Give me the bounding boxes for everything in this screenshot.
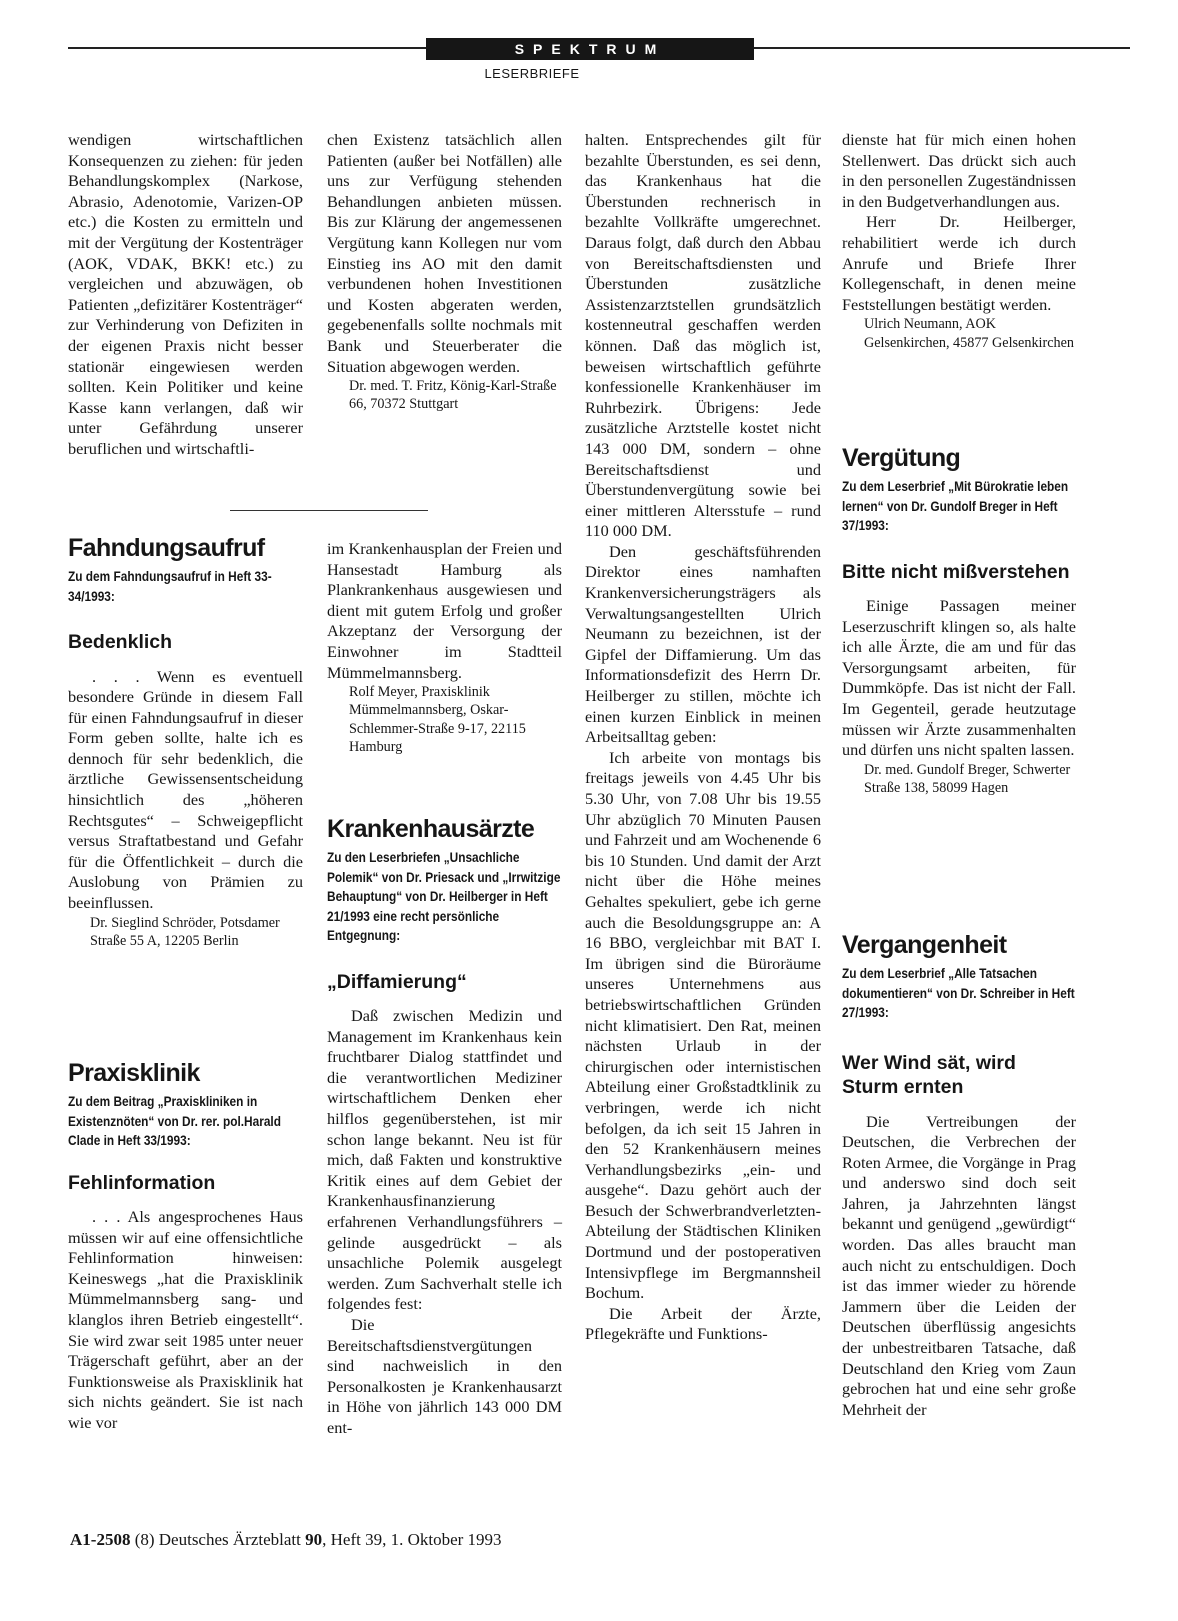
footer-issue: , Heft 39, 1. Oktober 1993 <box>322 1530 502 1549</box>
fehlinformation-subhead: Fehlinformation <box>68 1171 216 1194</box>
col3-paragraph-1: halten. Entsprechendes gilt für bezahlte Überstunden, es sei denn, das Krankenhaus hat die Überstunden rechnerisch in bezahlte Vollkräfte umgerechnet. Daraus folgt, daß durch den Abbau von Bereitschaftsdiensten und Überstunden zusätzliche Assistenzarztstellen grundsätzlich kostenneutral geschaffen werden können. Daß das möglich ist, beweisen wirtschaftlich geführte konfessionelle Krankenhäuser im Ruhrbezirk. Übrigens: Jede zusätzliche Arztstelle kostet nicht 143 000 DM, sondern – ohne Bereitschaftsdienst und Überstundenvergütung sowie bei einer mittleren Altersstufe – rund 110 000 DM. <box>585 130 821 541</box>
article-krankenhausaerzte <box>327 814 562 1438</box>
col3-paragraph-2: Den geschäftsführenden Direktor eines namhaften Krankenversicherungsträgers als Verwaltungsangestellten Ulrich Neumann zu bezeichnen, ist der Gipfel der Diffamierung. Um das Informationsdefizit des Herrn Dr. Heilberger zu stillen, möchte ich einen kurzen Einblick in meinen Arbeitsalltag geben: <box>585 541 821 747</box>
diffamierung-subhead: „Diffamierung“ <box>327 970 467 993</box>
diffamierung-body-2: Die Bereitschaftsdienstvergütungen sind nachweislich in den Personalkosten je Krankenhausarzt in Höhe von jährlich 143 000 DM ent- <box>327 1314 562 1437</box>
missverstehen-body: Einige Passagen meiner Leserzuschrift klingen so, als halte ich alle Ärzte, die am und für das Versorgungsamt arbeiten, für Dummköpfe. Das ist nicht der Fall. Im Gegenteil, gerade heutzutage müssen wir Ärzte zusammenhalten und dürfen uns nicht spalten lassen. <box>842 596 1076 760</box>
col4-continuation <box>842 130 1076 352</box>
bedenklich-subhead: Bedenklich <box>68 631 173 653</box>
praxisklinik-continuation <box>327 539 562 756</box>
vergangenheit-intro: Zu dem Leserbrief „Alle Tatsachen dokumentieren“ von Dr. Schreiber in Heft 27/1993: <box>842 966 1075 1020</box>
col1-continuation <box>68 130 303 460</box>
verguetung-intro: Zu dem Leserbrief „Mit Bürokratie leben lernen“ von Dr. Gundolf Breger in Heft 37/1993: <box>842 479 1069 533</box>
section-banner: SPEKTRUM <box>426 38 754 60</box>
krankenhausaerzte-headline: Krankenhausärzte <box>327 815 535 843</box>
diffamierung-body-1: Daß zwischen Medizin und Management im Krankenhaus kein fruchtbarer Dialog stattfindet und die verantwortlichen Mediziner wirtschaftlichem Denken eher hilflos gegenüberstehen, ist mir schon lange bekannt. Neu ist für mich, daß Fakten und konstruktive Kritik eines auf dem Gebiet der Krankenhausfinanzierung erfahrenen Verhandlungsführers – gelinde ausgedrückt – als unsachliche Polemik ausgelegt werden. Zum Sachverhalt stelle ich folgendes fest: <box>327 1006 562 1314</box>
col1-continuation-text: wendigen wirtschaftlichen Konsequenzen zu ziehen: für jeden Behandlungskomplex (Narkose, Abrasio, Adenotomie, Varizen-OP etc.) die Kosten zu ermitteln und mit der Vergütung der Kostenträger (AOK, VDAK, BKK! etc.) zu vergleichen und abzuwägen, ob Patienten „defizitärer Kostenträger“ zur Verhinderung von Defiziten in der eigenen Praxis nicht besser stationär eingewiesen werden sollten. Kein Politiker und keine Kasse kann verlangen, daß wir unter Gefährdung unserer beruflichen und wirtschaftli- <box>68 130 303 458</box>
praxisklinik-intro: Zu dem Beitrag „Praxiskliniken in Existenznöten“ von Dr. rer. pol.Harald Clade in Heft 33/1993: <box>68 1094 281 1148</box>
article-vergangenheit <box>842 930 1076 1420</box>
missverstehen-subhead: Bitte nicht mißverstehen <box>842 560 1070 583</box>
page-number: A1-2508 <box>70 1530 131 1549</box>
header-rule-left <box>68 47 426 49</box>
praxisklinik-headline: Praxisklinik <box>68 1059 200 1087</box>
footer-volume: 90 <box>305 1530 323 1549</box>
wind-saet-subhead: Wer Wind sät, wird Sturm ernten <box>842 1051 1016 1098</box>
article-verguetung <box>842 443 1076 797</box>
header-rule-right <box>754 47 1130 49</box>
article-fahndungsaufruf <box>68 533 303 950</box>
page-footer <box>70 1530 502 1550</box>
fahndungsaufruf-intro: Zu dem Fahndungsaufruf in Heft 33-34/1993: <box>68 569 272 604</box>
wind-saet-body: Die Vertreibungen der Deutschen, die Verbrechen der Roten Armee, die Vorgänge in Prag und anderswo sind doch seit Jahren, ja Jahrzehnten längst bekannt und genügend „gewürdigt“ worden. Das alles braucht man auch nicht zu entschuldigen. Doch ist das immer wieder zu hörende Jammern über die Leiden der Deutschen überflüssig angesichts der unbestreitbaren Tatsache, daß Deutschland den Krieg vom Zaun gebrochen hat und eine sehr große Mehrheit der <box>842 1111 1076 1419</box>
footer-publication: (8) Deutsches Ärzteblatt <box>134 1530 306 1549</box>
fahndungsaufruf-headline: Fahndungsaufruf <box>68 534 265 562</box>
col2-continuation-text: chen Existenz tatsächlich allen Patienten (außer bei Notfällen) alle uns zur Verfügung stehenden Behandlungen anbieten müssen. Bis zur Klärung der angemessenen Vergütung kann Kollegen nur vom Einstieg ins AO mit den damit verbundenen hohen Investitionen und Kosten abgeraten werden, gegebenenfalls sollte nochmals mit Bank und Steuerberater die Situation abgewogen werden. <box>327 130 562 376</box>
vergangenheit-headline: Vergangenheit <box>842 931 1007 959</box>
verguetung-headline: Vergütung <box>842 444 961 472</box>
article-praxisklinik <box>68 1058 303 1434</box>
col3-continuation <box>585 130 821 1345</box>
col3-paragraph-4: Die Arbeit der Ärzte, Pflegekräfte und Funktions- <box>585 1303 821 1344</box>
praxisklinik-continuation-text: im Krankenhausplan der Freien und Hansestadt Hamburg als Plankrankenhaus ausgewiesen und dient mit gutem Erfolg und großer Akzeptanz der Versorgung der Einwohner im Stadtteil Mümmelmannsberg. <box>327 539 562 682</box>
breger-signature: Dr. med. Gundolf Breger, Schwerter Straße 138, 58099 Hagen <box>864 761 1071 796</box>
fritz-signature: Dr. med. T. Fritz, König-Karl-Straße 66, 70372 Stuttgart <box>349 378 557 413</box>
article-divider <box>230 510 428 511</box>
col3-paragraph-3: Ich arbeite von montags bis freitags jeweils von 4.45 Uhr bis 5.30 Uhr, von 7.08 Uhr bis 19.55 Uhr abzüglich 70 Minuten Pausen und Fahrzeit und am Wochenende 6 bis 10 Stunden. Und damit der Arzt nicht über die Höhe meines Gehaltes spekuliert, gebe ich gerne auch die Besoldungsgruppe an: A 16 BBO, vergleichbar mit BAT I. Im übrigen sind die Büroräume unseres Unternehmens aus betriebswirtschaftlichen Gründen nicht klimatisiert. Den Rat, meinen nächsten Urlaub in der chirurgischen oder internistischen Abteilung einer Großstadtklinik zu verbringen, werde ich nicht befolgen, da ich seit 15 Jahren in den 52 Krankenhäusern meines Verhandlungsbezirks „ein- und ausgehe“. Dazu gehört auch der Besuch der Schwerbrandverletzten-Abteilung der Städtischen Kliniken Dortmund und der postoperativen Intensivpflege im Bergmannsheil Bochum. <box>585 747 821 1303</box>
section-subtitle: LESERBRIEFE <box>484 66 580 81</box>
krankenhausaerzte-intro: Zu den Leserbriefen „Unsachliche Polemik“ von Dr. Priesack und „Irrwitzige Behauptung“ von Dr. Heilberger in Heft 21/1993 eine recht persönliche Entgegnung: <box>327 850 561 943</box>
col4-continuation-text: dienste hat für mich einen hohen Stellenwert. Das drückt sich auch in den personellen Zugeständnissen in den Budgetverhandlungen aus. <box>842 130 1076 211</box>
col2-continuation <box>327 130 562 414</box>
neumann-signature: Ulrich Neumann, AOK Gelsenkirchen, 45877 Gelsenkirchen <box>864 316 1074 351</box>
schroeder-signature: Dr. Sieglind Schröder, Potsdamer Straße 55 A, 12205 Berlin <box>90 914 280 949</box>
meyer-signature: Rolf Meyer, Praxisklinik Mümmelmannsberg, Oskar-Schlemmer-Straße 9-17, 22115 Hamburg <box>349 684 526 755</box>
bedenklich-body: . . . Wenn es eventuell besondere Gründe in diesem Fall für einen Fahndungsaufruf in dieser Form geben sollte, halte ich es dennoch für sehr bedenklich, die ärztliche Gewissensentscheidung hinsichtlich des „höheren Rechtsgutes“ – Schweigepflicht versus Straftatbestand und Gefahr für die Öffentlichkeit – durch die Auslobung von Prämien zu beeinflussen. <box>68 666 303 913</box>
col4-paragraph-2: Herr Dr. Heilberger, rehabilitiert werde ich durch Anrufe und Briefe Ihrer Kollegenschaft, in denen meine Feststellungen bestätigt werden. <box>842 212 1076 314</box>
fehlinformation-body: . . . Als angesprochenes Haus müssen wir auf eine offensichtliche Fehlinformation hinweisen: Keineswegs „hat die Praxisklinik Mümmelmannsberg sang- und klanglos ihren Betrieb eingestellt“. Sie wird zwar seit 1985 unter neuer Trägerschaft geführt, aber an der Funktionsweise als Praxisklinik hat sich nichts geändert. Sie ist nach wie vor <box>68 1207 303 1432</box>
